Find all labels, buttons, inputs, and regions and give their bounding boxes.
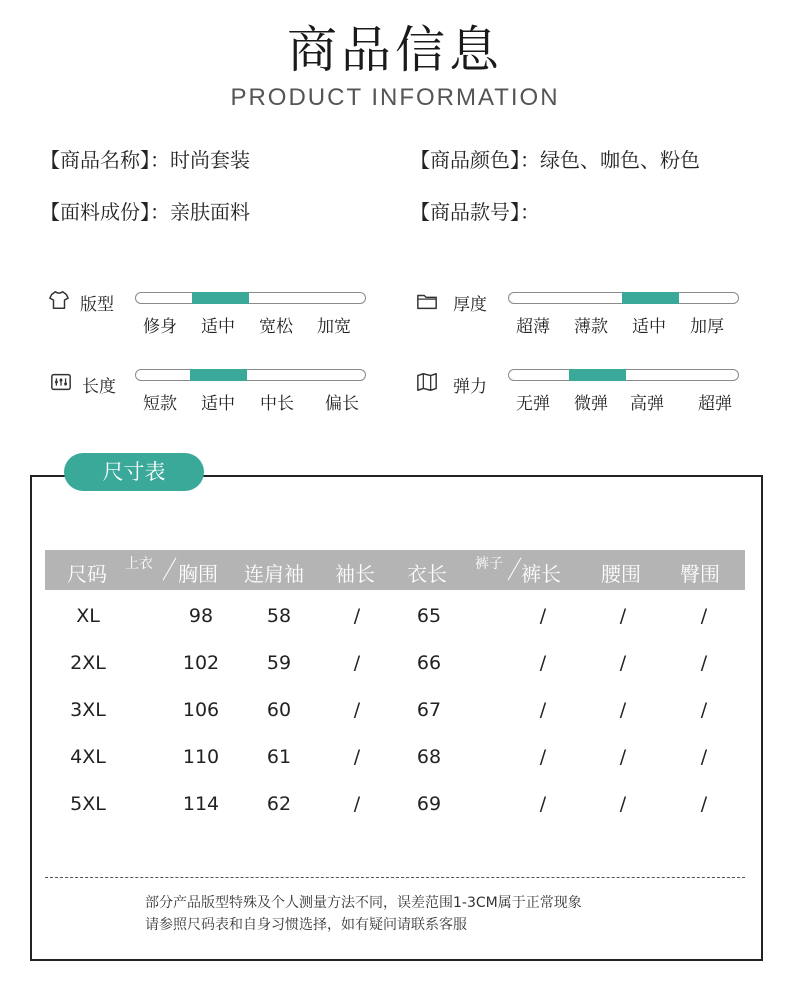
tshirt-icon	[48, 289, 70, 311]
cell-waist: /	[619, 699, 627, 721]
cell-chest: 98	[188, 605, 214, 627]
attr-elasticity-option: 无弹	[516, 394, 550, 414]
cell-sleeve: /	[353, 746, 361, 768]
size-chart-badge: 尺寸表	[64, 453, 204, 491]
cell-waist: /	[619, 746, 627, 768]
attr-elasticity	[416, 371, 438, 397]
cell-length: 66	[416, 652, 442, 674]
attr-length-option: 偏长	[325, 394, 359, 414]
notes-divider	[45, 877, 745, 878]
attr-fit-option: 适中	[201, 317, 235, 337]
cell-sleeve: /	[353, 699, 361, 721]
attr-length	[50, 371, 72, 397]
note-line: 部分产品版型特殊及个人测量方法不同，误差范围1-3CM属于正常现象	[145, 895, 582, 911]
attr-thickness-label: 厚度	[453, 295, 487, 315]
cell-hip: /	[700, 652, 708, 674]
attr-length-option: 适中	[201, 394, 235, 414]
attr-fit	[48, 289, 70, 315]
cell-pants-length: /	[539, 746, 547, 768]
cell-waist: /	[619, 652, 627, 674]
attr-elasticity-label: 弹力	[453, 377, 487, 397]
cell-sleeve: /	[353, 793, 361, 815]
cell-size: XL	[76, 605, 100, 627]
stretch-icon	[416, 371, 438, 393]
attr-fit-option: 宽松	[259, 317, 293, 337]
cell-hip: /	[700, 793, 708, 815]
note-line: 请参照尺码表和自身习惯选择，如有疑问请联系客服	[145, 917, 467, 933]
attr-length-option: 短款	[143, 394, 177, 414]
header-top-group: 上衣	[125, 556, 153, 572]
cell-length: 68	[416, 746, 442, 768]
cell-length: 65	[416, 605, 442, 627]
attr-thickness-track	[508, 292, 739, 304]
cell-length: 69	[416, 793, 442, 815]
attr-fit-track	[135, 292, 366, 304]
info-model-no: 【商品款号】：	[410, 200, 540, 224]
header-length: 衣长	[407, 562, 447, 586]
header-hip: 臀围	[680, 562, 720, 586]
cell-shoulder-sleeve: 60	[266, 699, 292, 721]
attr-length-indicator	[190, 369, 247, 381]
attr-elasticity-indicator	[569, 369, 626, 381]
attr-elasticity-option: 高弹	[630, 394, 664, 414]
header-size: 尺码	[67, 562, 107, 586]
ruler-icon	[50, 371, 72, 393]
attr-length-label: 长度	[82, 377, 116, 397]
attr-thickness-option: 加厚	[690, 317, 724, 337]
cell-pants-length: /	[539, 652, 547, 674]
cell-size: 3XL	[70, 699, 106, 721]
header-top-divider	[163, 557, 177, 580]
header-sleeve: 袖长	[335, 562, 375, 586]
attr-fit-option: 加宽	[317, 317, 351, 337]
folder-icon	[416, 290, 438, 312]
attr-length-track	[135, 369, 366, 381]
cell-chest: 102	[182, 652, 220, 674]
attr-fit-label: 版型	[80, 295, 114, 315]
header-chest: 胸围	[178, 562, 218, 586]
cell-pants-length: /	[539, 605, 547, 627]
header-shoulder-sleeve: 连肩袖	[244, 562, 304, 586]
attr-thickness-option: 超薄	[516, 317, 550, 337]
page-subtitle: PRODUCT INFORMATION	[230, 84, 560, 111]
info-fabric: 【面料成份】：亲肤面料	[40, 200, 250, 224]
header-pants-length: 裤长	[521, 562, 561, 586]
cell-hip: /	[700, 699, 708, 721]
cell-shoulder-sleeve: 62	[266, 793, 292, 815]
info-name: 【商品名称】：时尚套装	[40, 148, 250, 172]
page-title: 商品信息	[287, 21, 503, 79]
cell-sleeve: /	[353, 652, 361, 674]
cell-sleeve: /	[353, 605, 361, 627]
attr-thickness	[416, 290, 438, 316]
cell-shoulder-sleeve: 61	[266, 746, 292, 768]
cell-hip: /	[700, 746, 708, 768]
cell-hip: /	[700, 605, 708, 627]
info-color: 【商品颜色】：绿色、咖色、粉色	[410, 148, 700, 172]
cell-size: 5XL	[70, 793, 106, 815]
size-table-header	[45, 550, 745, 590]
cell-size: 2XL	[70, 652, 106, 674]
attr-elasticity-option: 微弹	[574, 394, 608, 414]
attr-fit-option: 修身	[143, 317, 177, 337]
header-pants-group: 裤子	[475, 556, 503, 572]
attr-thickness-option: 薄款	[574, 317, 608, 337]
attr-elasticity-track	[508, 369, 739, 381]
cell-chest: 114	[182, 793, 220, 815]
cell-pants-length: /	[539, 699, 547, 721]
attr-thickness-indicator	[622, 292, 679, 304]
header-waist: 腰围	[601, 562, 641, 586]
cell-shoulder-sleeve: 59	[266, 652, 292, 674]
attr-length-option: 中长	[260, 394, 294, 414]
header-pants-divider	[508, 557, 522, 580]
cell-length: 67	[416, 699, 442, 721]
cell-pants-length: /	[539, 793, 547, 815]
cell-waist: /	[619, 793, 627, 815]
cell-chest: 106	[182, 699, 220, 721]
cell-chest: 110	[182, 746, 220, 768]
attr-elasticity-option: 超弹	[698, 394, 732, 414]
cell-size: 4XL	[70, 746, 106, 768]
attr-thickness-option: 适中	[632, 317, 666, 337]
attr-fit-indicator	[192, 292, 249, 304]
cell-shoulder-sleeve: 58	[266, 605, 292, 627]
cell-waist: /	[619, 605, 627, 627]
